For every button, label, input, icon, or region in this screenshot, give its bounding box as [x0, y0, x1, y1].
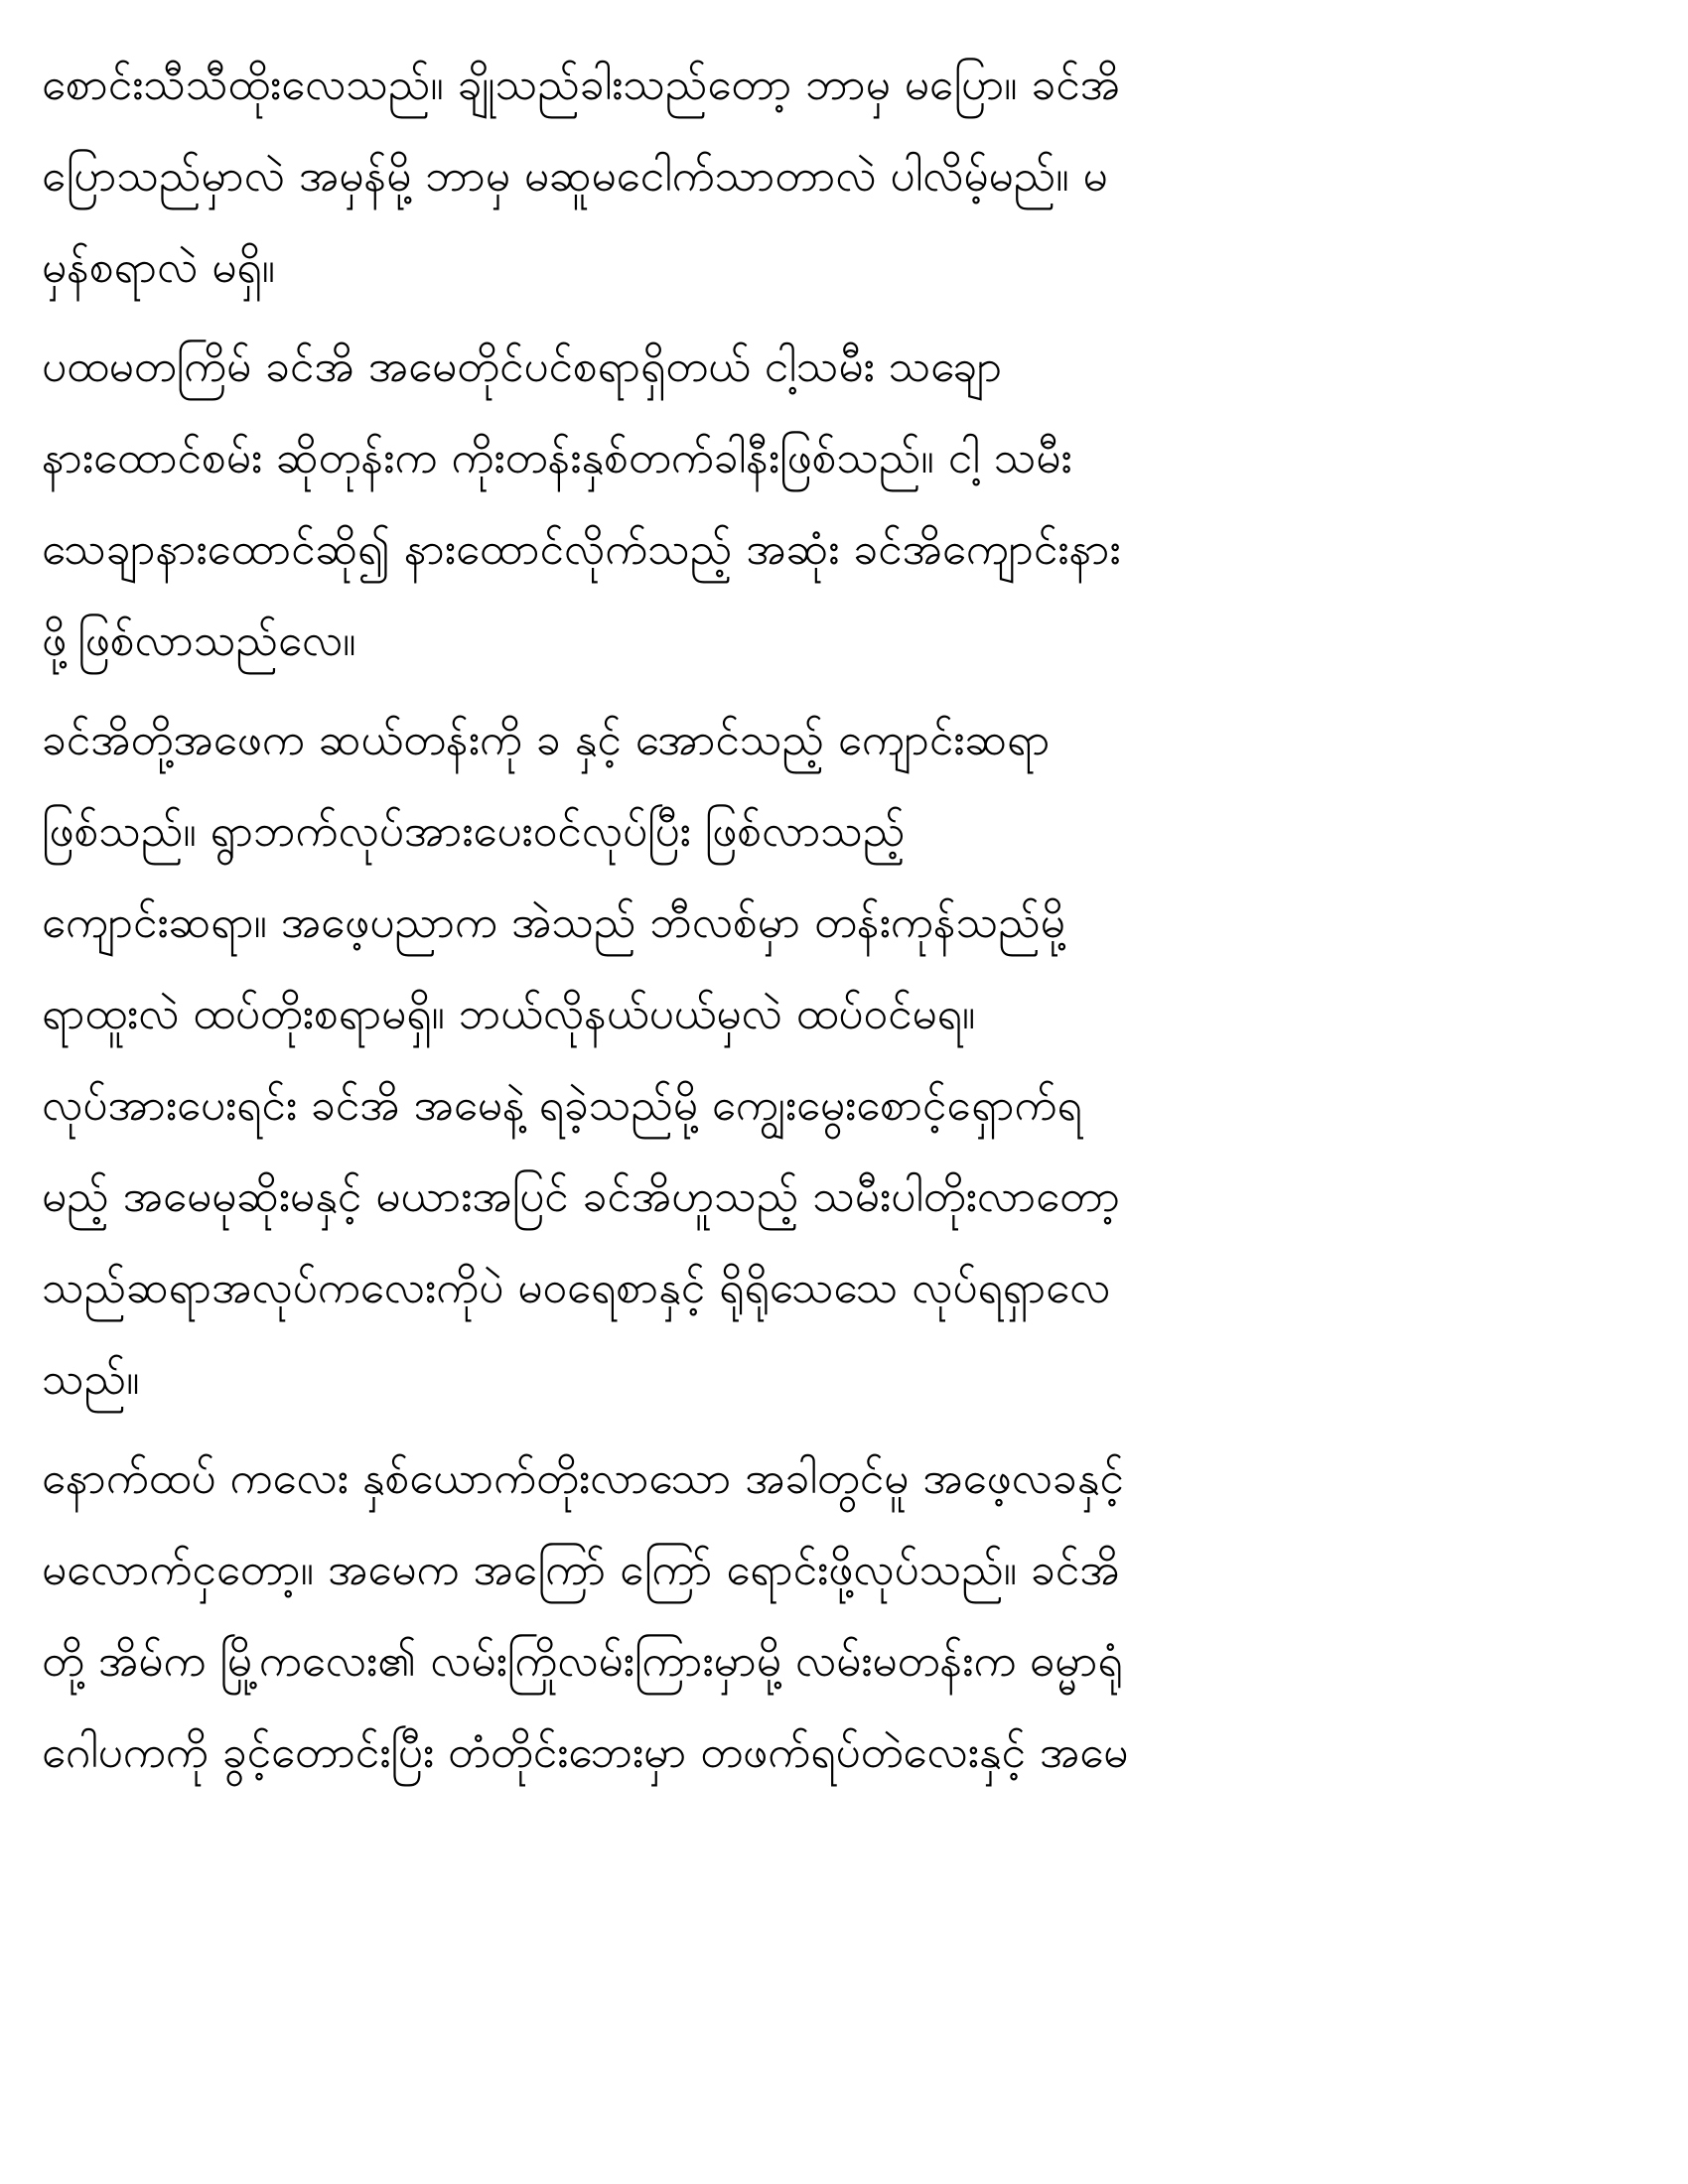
text-line: မည့် အမေမုဆိုးမနှင့် မယားအပြင် ခင်အိဟူသည့် သမီးပါတိုးလာတော့	[42, 1171, 1120, 1222]
text-line: ဂေါပကကို ခွင့်တောင်းပြီး တံတိုင်းဘေးမှာ တဖက်ရပ်တဲလေးနှင့် အမေ	[42, 1727, 1129, 1778]
paragraph-gap	[42, 687, 1645, 695]
text-line: ပထမတကြိမ် ခင်အိ အမေတိုင်ပင်စရာရှိတယ် ငါ့သမီး သချော	[42, 341, 1003, 392]
paragraph	[42, 1433, 1645, 1799]
text-line: မှန်စရာလဲ မရှိ။	[42, 242, 275, 293]
document-body	[42, 40, 1645, 1799]
text-line: နောက်ထပ် ကလေး နှစ်ယောက်တိုးလာသော အခါတွင်မူ အဖေ့လခနှင့်	[42, 1453, 1124, 1504]
paragraph	[42, 40, 1645, 314]
paragraph	[42, 322, 1645, 687]
paragraph	[42, 695, 1645, 1426]
text-line: ကျောင်းဆရာ။ အဖေ့ပညာက အဲသည် ဘီလစ်မှာ တန်းကုန်သည်မို့	[42, 897, 1065, 948]
paragraph-gap	[42, 1426, 1645, 1433]
text-line: ဖြစ်သည်။ ရွာဘက်လုပ်အားပေးဝင်လုပ်ပြီး ဖြစ်လာသည့်	[42, 806, 906, 857]
paragraph-gap	[42, 314, 1645, 322]
text-line: ရာထူးလဲ ထပ်တိုးစရာမရှိ။ ဘယ်လိုနယ်ပယ်မှလဲ ထပ်ဝင်မရ။	[42, 989, 976, 1039]
text-line: ပြောသည်မှာလဲ အမှန်မို့ ဘာမှ မဆူမငေါက်သာတာလဲ ပါလိမ့်မည်။ မ	[42, 151, 1108, 202]
text-line: သည်ဆရာအလုပ်ကလေးကိုပဲ မဝရေစာနှင့် ရိုရိုသေသေ လုပ်ရရှာလေ	[42, 1263, 1111, 1313]
text-line: လုပ်အားပေးရင်း ခင်အိ အမေနဲ့ ရခဲ့သည်မို့ ကျွေးမွေးစောင့်ရှောက်ရ	[42, 1080, 1082, 1131]
text-line: သေချာနားထောင်ဆို၍ နားထောင်လိုက်သည့် အဆုံး ခင်အိကျောင်းနား	[42, 524, 1121, 575]
text-line: မလောက်ငှတော့။ အမေက အကြော် ကြော် ရောင်းဖို့လုပ်သည်။ ခင်အိ	[42, 1545, 1120, 1595]
text-line: ဖို့ဖြစ်လာသည်လေ။	[42, 615, 356, 666]
text-line: ခင်အိတို့အဖေက ဆယ်တန်းကို ခ နှင့် အောင်သည့် ကျောင်းဆရာ	[42, 715, 1051, 765]
text-line: စောင်းသီသီထိုးလေသည်။ ချိုသည်ခါးသည်တော့ ဘာမှ မပြော။ ခင်အိ	[42, 60, 1121, 110]
text-line: သည်။	[42, 1354, 140, 1405]
text-line: နားထောင်စမ်း ဆိုတုန်းက ကိုးတန်းနှစ်တက်ခါနီးဖြစ်သည်။ ငါ့ သမီး	[42, 433, 1072, 483]
text-line: တို့ အိမ်က မြို့ကလေး၏ လမ်းကြိုလမ်းကြားမှာမို့ လမ်းမတန်းက ဓမ္မာရုံ	[42, 1636, 1123, 1687]
